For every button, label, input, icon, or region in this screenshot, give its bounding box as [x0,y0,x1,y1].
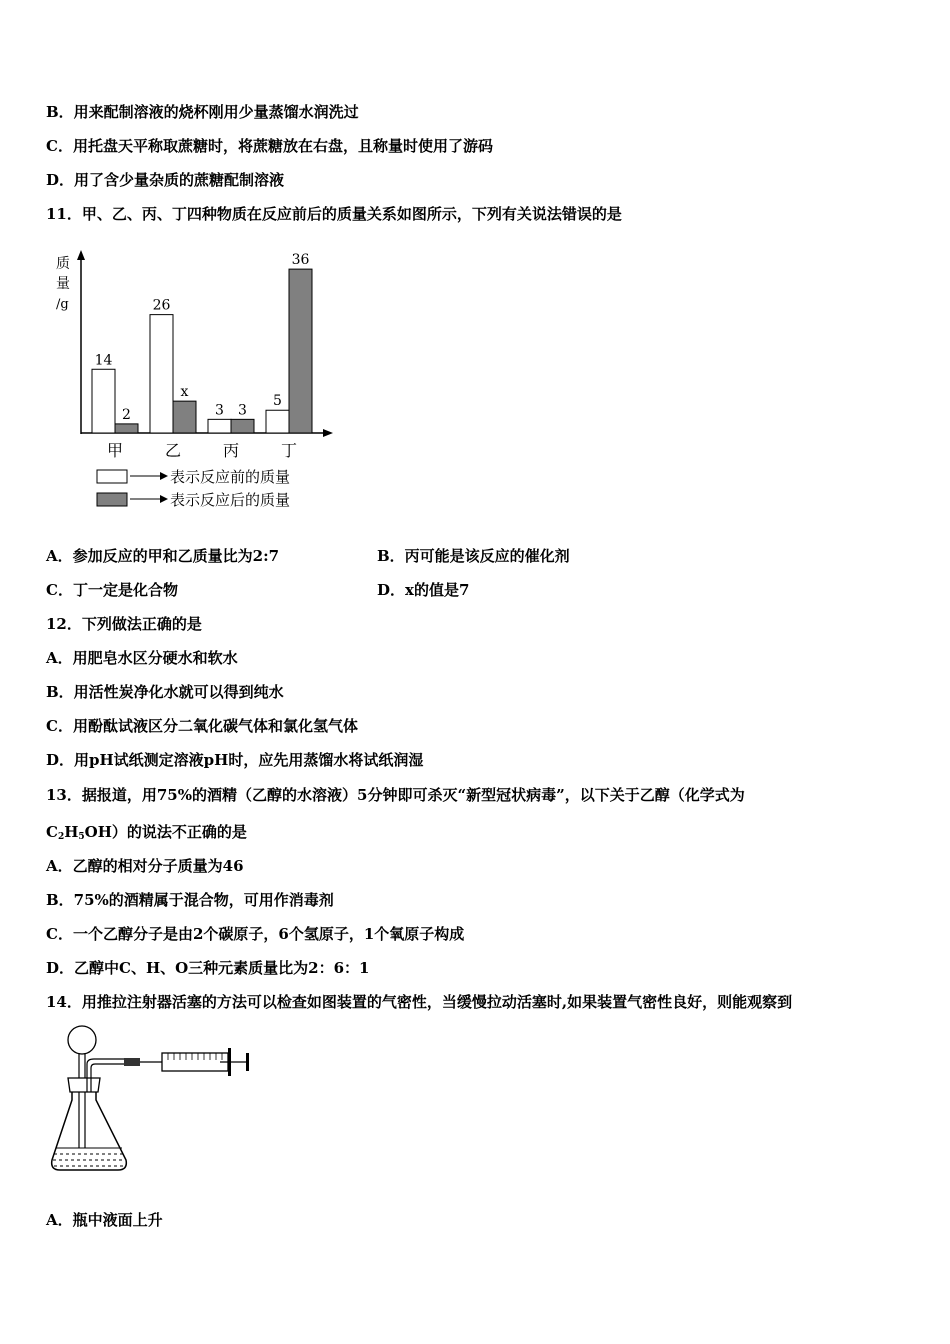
q10-option-c: C．用托盘天平称取蔗糖时，将蔗糖放在右盘，且称量时使用了游码 [46,137,493,155]
syringe-barrel [162,1053,228,1071]
rubber-connector [124,1058,140,1066]
formula-c: C [46,823,58,841]
x-axis-arrow [323,429,333,437]
legend-arrowhead-before [160,472,168,480]
legend-label-after: 表示反应后的质量 [170,491,291,509]
bar-before-1 [92,369,115,433]
liquid-dashes [53,1154,125,1166]
y-axis-arrow [77,250,85,260]
q14-option-a: A．瓶中液面上升 [46,1211,163,1229]
category-label-2: 乙 [164,441,182,460]
q12-option-a: A．用肥皂水区分硬水和软水 [46,649,238,667]
bar-before-4 [266,410,289,433]
y-axis-label-3: /g [56,297,69,312]
q11-option-c: C．丁一定是化合物 [46,581,178,599]
q11-option-b: B．丙可能是该反应的催化剂 [377,547,570,565]
data-label-after-3: 3 [238,402,247,419]
conical-flask [52,1092,127,1170]
category-label-1: 甲 [106,441,124,460]
category-label-4: 丁 [280,441,298,460]
q12-option-b: B．用活性炭净化水就可以得到纯水 [46,683,284,701]
funnel-bulb [68,1026,96,1054]
syringe-plunger-head [246,1053,249,1071]
legend-label-before: 表示反应前的质量 [170,468,291,486]
bar-before-3 [208,419,231,433]
q11-option-a: A．参加反应的甲和乙质量比为2:7 [46,547,280,565]
formula-rest: OH）的说法不正确的是 [84,823,247,841]
bar-after-1 [115,424,138,433]
legend-arrowhead-after [160,495,168,503]
q11-stem: 11．甲、乙、丙、丁四种物质在反应前后的质量关系如图所示，下列有关说法错误的是 [46,205,622,223]
legend-swatch-before [97,470,127,483]
data-label-before-4: 5 [273,393,282,410]
bar-before-2 [150,315,173,433]
q12-stem: 12．下列做法正确的是 [46,615,202,633]
q13-option-b: B．75%的酒精属于混合物，可用作消毒剂 [46,891,334,909]
q13-stem-line1: 13．据报道，用75%的酒精（乙醇的水溶液）5分钟即可杀灭“新型冠状病毒”，以下关于乙醇（化学式为 [46,786,745,804]
q11-option-d: D．x的值是7 [377,581,470,599]
q13-stem-line2 [46,822,247,842]
q13-option-a: A．乙醇的相对分子质量为46 [46,857,244,875]
y-axis-label-1: 质 [56,256,70,272]
q11-bar-chart [40,238,360,518]
q14-stem: 14．用推拉注射器活塞的方法可以检查如图装置的气密性，当缓慢拉动活塞时,如果装置气密性良好，则能观察到 [46,993,793,1011]
q13-option-d: D．乙醇中C、H、O三种元素质量比为2：6：1 [46,959,370,977]
category-label-3: 丙 [222,441,240,460]
bar-after-3 [231,419,254,433]
data-label-before-3: 3 [215,402,224,419]
formula-sub-5: 5 [78,832,85,842]
formula-h: H [64,823,79,841]
q12-option-d: D．用pH试纸测定溶液pH时，应先用蒸馏水将试纸润湿 [46,751,424,769]
q10-option-b: B．用来配制溶液的烧杯刚用少量蒸馏水润洗过 [46,103,359,121]
legend-swatch-after [97,493,127,506]
apparatus-figure [40,1020,260,1180]
q13-option-c: C．一个乙醇分子是由2个碳原子，6个氢原子，1个氧原子构成 [46,925,465,943]
bar-after-4 [289,269,312,433]
data-label-before-2: 26 [152,297,171,314]
y-axis-label-2: 量 [56,276,70,292]
q10-option-d: D．用了含少量杂质的蔗糖配制溶液 [46,171,285,189]
data-label-after-4: 36 [291,252,310,269]
stopper [68,1078,100,1092]
data-label-after-2: x [180,384,189,401]
q12-option-c: C．用酚酞试液区分二氧化碳气体和氯化氢气体 [46,717,358,735]
data-label-before-1: 14 [94,352,113,369]
formula-sub-2: 2 [57,832,65,842]
data-label-after-1: 2 [122,406,131,423]
bar-after-2 [173,401,196,433]
